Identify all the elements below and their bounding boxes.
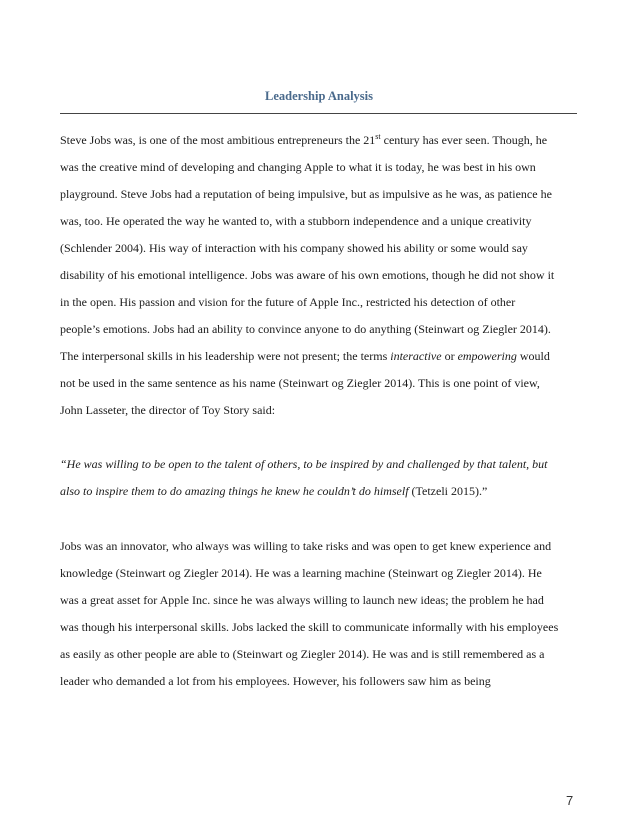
- paragraph-2-line: Jobs was an innovator, who always was willing to take risks and was open to get knew experience and: [60, 539, 552, 553]
- quote-line: [60, 483, 580, 499]
- paragraph-1-line: not be used in the same sentence as his name (Steinwart og Ziegler 2014). This is one point of view,: [60, 376, 540, 390]
- quote-text: also to inspire them to do amazing things he knew he couldn’t do himself: [60, 484, 409, 498]
- paragraph-1-line: playground. Steve Jobs had a reputation of being impulsive, but as impulsive as he was, as patience he: [60, 187, 552, 201]
- superscript: st: [375, 132, 381, 141]
- emphasis-empowering: empowering: [457, 349, 517, 363]
- paragraph-1-line: John Lasseter, the director of Toy Story said:: [60, 403, 276, 417]
- text-run: would: [516, 349, 550, 363]
- quote-line: “He was willing to be open to the talent of others, to be inspired by and challenged by that talent, but: [60, 457, 548, 471]
- quote-citation: (Tetzeli 2015).”: [408, 484, 488, 498]
- title-underline: [60, 113, 577, 114]
- text-run: or: [441, 349, 458, 363]
- paragraph-1-line: [60, 132, 580, 148]
- paragraph-1-line: [60, 348, 580, 364]
- paragraph-1-line: (Schlender 2004). His way of interaction with his company showed his ability or some would say: [60, 241, 528, 255]
- paragraph-2-line: was a great asset for Apple Inc. since he was always willing to launch new ideas; the problem he had: [60, 593, 544, 607]
- text-run: The interpersonal skills in his leadership were not present; the terms: [60, 349, 391, 363]
- text-run: Steve Jobs was, is one of the most ambitious entrepreneurs the 21: [60, 133, 376, 147]
- paragraph-2-line: leader who demanded a lot from his employees. However, his followers saw him as being: [60, 674, 491, 688]
- paragraph-1-line: was, too. He operated the way he wanted to, with a stubborn independence and a unique creativity: [60, 214, 532, 228]
- paragraph-2-line: was though his interpersonal skills. Jobs lacked the skill to communicate informally with his employees: [60, 620, 559, 634]
- text-run: century has ever seen. Though, he: [380, 133, 548, 147]
- paragraph-1-line: in the open. His passion and vision for the future of Apple Inc., restricted his detection of other: [60, 295, 516, 309]
- page-number: 7: [566, 793, 574, 808]
- paragraph-2-line: as easily as other people are able to (Steinwart og Ziegler 2014). He was and is still remembered as a: [60, 647, 545, 661]
- emphasis-interactive: interactive: [390, 349, 442, 363]
- paragraph-1-line: was the creative mind of developing and changing Apple to what it is today, he was best in his own: [60, 160, 536, 174]
- document-title: Leadership Analysis: [264, 89, 373, 103]
- paragraph-1-line: people’s emotions. Jobs had an ability to convince anyone to do anything (Steinwart og Ziegler 2014).: [60, 322, 551, 336]
- paragraph-1-line: disability of his emotional intelligence. Jobs was aware of his own emotions, though he did not show it: [60, 268, 555, 282]
- paragraph-2-line: knowledge (Steinwart og Ziegler 2014). He was a learning machine (Steinwart og Ziegler 2014). He: [60, 566, 542, 580]
